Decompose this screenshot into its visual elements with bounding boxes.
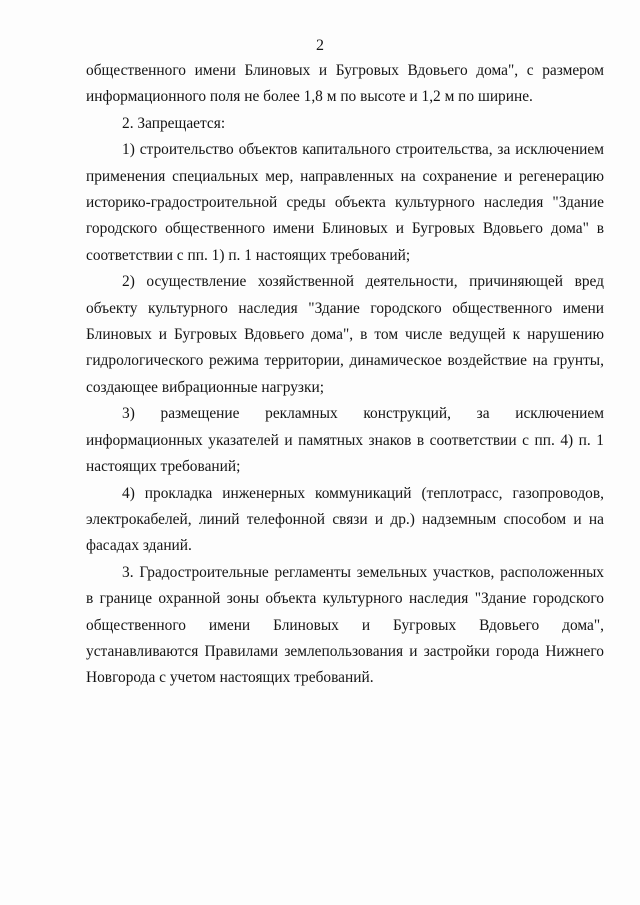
- document-body: [86, 58, 604, 692]
- page-number: 2: [316, 37, 324, 54]
- paragraph-item-2: 2) осуществление хозяйственной деятельности, причиняющей вред объекту культурного наследия "Здание городского общественного имени Блиновых и Бугровых Вдовьего дома", в том числе ведущей к нарушению гидрологического режима территории, динамическое воздействие на грунты, создающее вибрационные нагрузки;: [86, 273, 604, 396]
- paragraph-prohibited-heading: 2. Запрещается:: [122, 114, 226, 132]
- paragraph-continuation: общественного имени Блиновых и Бугровых Вдовьего дома", с размером информационного поля не более 1,8 м по высоте и 1,2 м по ширине.: [86, 62, 604, 106]
- paragraph-item-4: 4) прокладка инженерных коммуникаций (теплотрасс, газопроводов, электрокабелей, линий телефонной связи и др.) надземным способом и на фасадах зданий.: [86, 484, 604, 555]
- paragraph-section-3: 3. Градостроительные регламенты земельных участков, расположенных в границе охранной зоны объекта культурного наследия "Здание городского общественного имени Блиновых и Бугровых Вдовьего дома", устанавливаются Правилами землепользования и застройки города Нижнего Новгорода с учетом настоящих требований.: [86, 563, 604, 687]
- paragraph-item-1: 1) строительство объектов капитального строительства, за исключением применения специальных мер, направленных на сохранение и регенерацию историко-градостроительной среды объекта культурного наследия "Здание городского общественного имени Блиновых и Бугровых Вдовьего дома" в соответствии с пп. 1) п. 1 настоящих требований;: [86, 141, 604, 264]
- paragraph-item-3: 3) размещение рекламных конструкций, за исключением информационных указателей и памятных знаков в соответствии с пп. 4) п. 1 настоящих требований;: [86, 405, 604, 476]
